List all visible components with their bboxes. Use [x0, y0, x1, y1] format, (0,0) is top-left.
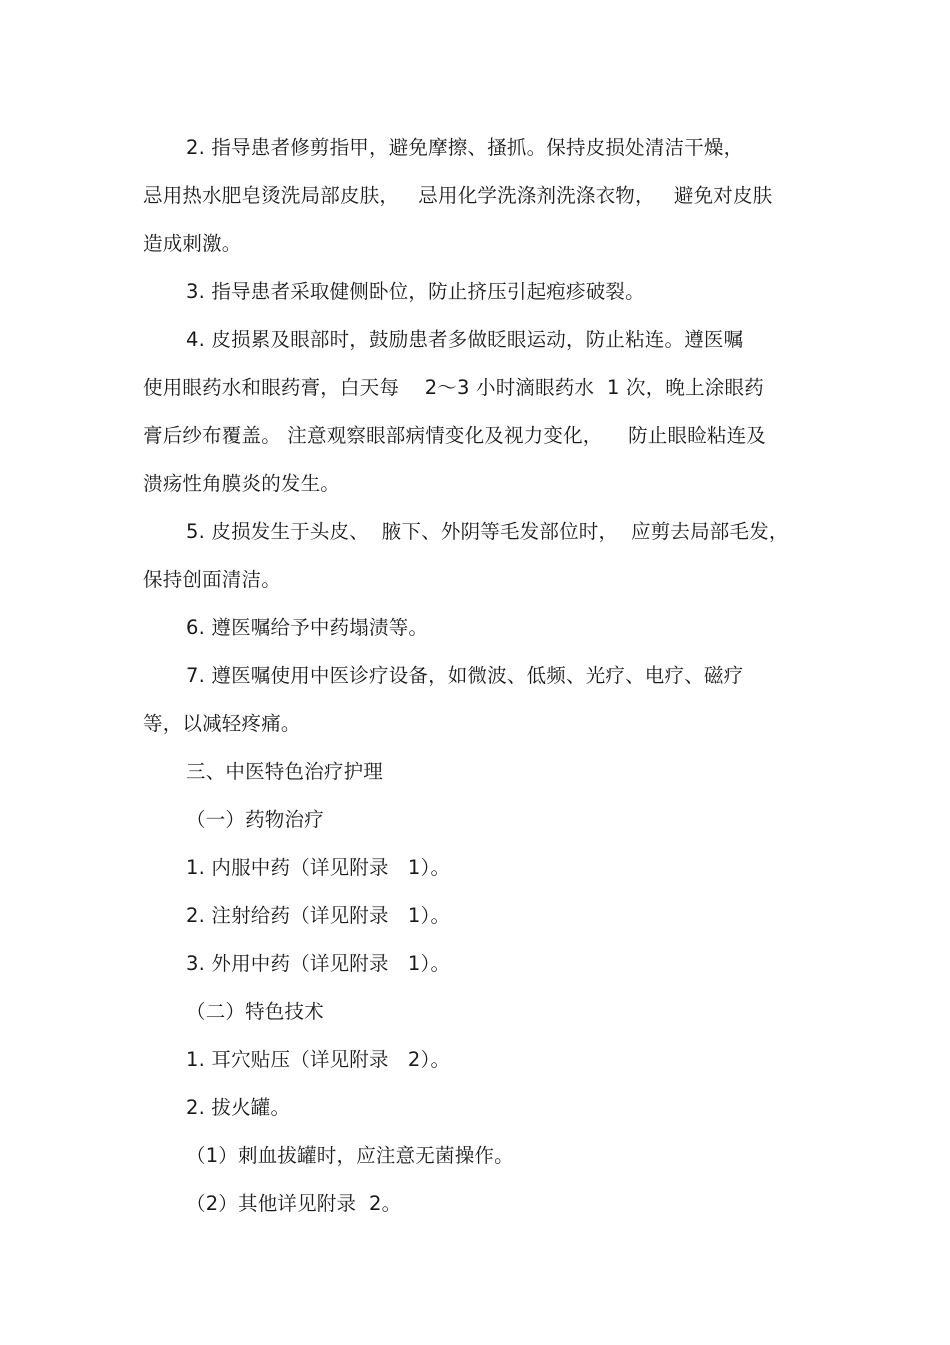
paragraph-line-11: 6. 遵医嘱给予中药塌渍等。	[186, 616, 429, 639]
paragraph-line-6: 使用眼药水和眼药膏，白天每 2～3 小时滴眼药水 1 次，晚上涂眼药	[143, 376, 764, 399]
paragraph-line-3: 造成刺激。	[143, 232, 242, 255]
paragraph-line-9: 5. 皮损发生于头皮、 腋下、外阴等毛发部位时， 应剪去局部毛发，	[186, 520, 789, 543]
paragraph-line-10: 保持创面清洁。	[143, 568, 281, 591]
paragraph-line-5: 4. 皮损累及眼部时，鼓励患者多做眨眼运动，防止粘连。遵医嘱	[186, 328, 744, 351]
sub-item-other-details: （2）其他详见附录 2。	[186, 1192, 402, 1215]
paragraph-line-1: 2. 指导患者修剪指甲，避免摩擦、搔抓。保持皮损处清洁干燥，	[186, 136, 744, 159]
list-item-external-medicine: 3. 外用中药（详见附录 1）。	[186, 952, 451, 975]
list-item-auricular-point: 1. 耳穴贴压（详见附录 2）。	[186, 1048, 451, 1071]
paragraph-line-8: 溃疡性角膜炎的发生。	[143, 472, 341, 495]
section-heading: 三、中医特色治疗护理	[186, 760, 384, 783]
paragraph-line-13: 等，以减轻疼痛。	[143, 712, 301, 735]
sub-item-bloodletting-cupping: （1）刺血拔罐时，应注意无菌操作。	[186, 1144, 514, 1167]
list-item-cupping: 2. 拔火罐。	[186, 1096, 291, 1119]
list-item-injection: 2. 注射给药（详见附录 1）。	[186, 904, 451, 927]
paragraph-line-2: 忌用热水肥皂烫洗局部皮肤， 忌用化学洗涤剂洗涤衣物， 避免对皮肤	[143, 184, 773, 207]
subsection-heading-medication: （一）药物治疗	[186, 808, 324, 831]
list-item-oral-medicine: 1. 内服中药（详见附录 1）。	[186, 856, 451, 879]
paragraph-line-7: 膏后纱布覆盖。 注意观察眼部病情变化及视力变化， 防止眼睑粘连及	[143, 424, 766, 447]
paragraph-line-4: 3. 指导患者采取健侧卧位，防止挤压引起疱疹破裂。	[186, 280, 645, 303]
subsection-heading-techniques: （二）特色技术	[186, 1000, 324, 1023]
paragraph-line-12: 7. 遵医嘱使用中医诊疗设备，如微波、低频、光疗、电疗、磁疗	[186, 664, 744, 687]
